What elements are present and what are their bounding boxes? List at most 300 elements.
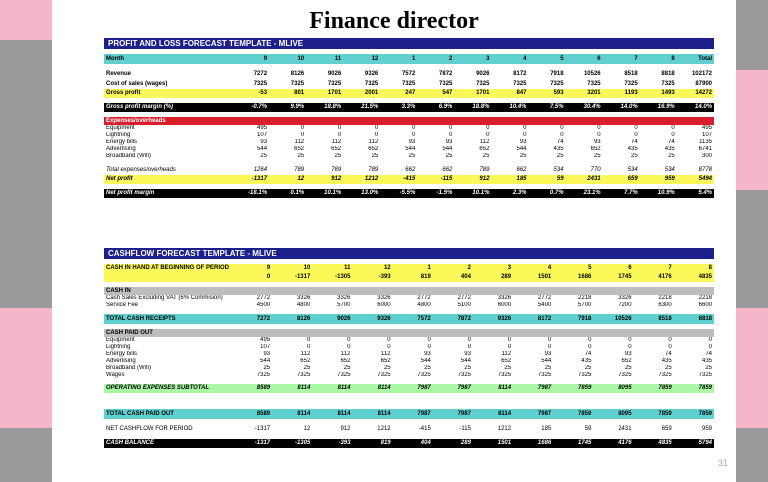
cell-value: 819 [352, 439, 392, 448]
cell-value: 1135 [699, 139, 712, 145]
cell-value: 544 [405, 146, 416, 152]
opex-subtotal-row [104, 384, 714, 393]
cell-value: 0 [411, 132, 416, 138]
cash-out-header: CASH PAID OUT [104, 329, 714, 337]
cell-value: 107 [260, 344, 271, 350]
cell-value: 7987 [513, 409, 553, 419]
cell-value: 5700 [578, 302, 592, 308]
cell-value: 9 [232, 54, 269, 64]
cell-value: -1317 [232, 175, 269, 184]
cell-value: 112 [479, 139, 490, 145]
line-item-row [104, 139, 714, 146]
cell-value: 544 [516, 146, 527, 152]
cell-value: -1317 [272, 273, 312, 282]
cell-value: 7325 [401, 80, 416, 87]
cell-value: 10 [269, 54, 306, 64]
cell-value: 25 [371, 153, 379, 159]
row-label: Advertising [106, 358, 136, 364]
cell-value: 3 [454, 54, 491, 64]
cash-begin-label: CASH IN HAND AT BEGINNING OF PERIOD [104, 264, 232, 273]
cell-value: 25 [424, 365, 431, 371]
cell-value: -1.5% [417, 189, 454, 198]
pl-table [104, 49, 714, 198]
pink-accent-bottom-right [736, 308, 768, 428]
row-label: Equipment [106, 337, 135, 343]
cell-value: 0 [411, 125, 416, 131]
cell-value: 789 [368, 166, 379, 173]
cell-value: 14.0% [677, 103, 714, 112]
cell-value: 7325 [476, 80, 490, 87]
cell-value: 8114 [473, 409, 513, 419]
cell-value: 1493 [640, 89, 677, 98]
cell-value: -393 [352, 273, 392, 282]
cell-value: 1501 [473, 439, 513, 448]
cell-value: -1317 [232, 439, 272, 448]
cell-value: 4800 [417, 302, 431, 308]
cell-value: 0 [467, 337, 471, 343]
cell-value: 7272 [253, 70, 268, 77]
cell-value: 0 [668, 337, 672, 343]
cell-value: 247 [380, 89, 417, 98]
cell-value: 112 [368, 139, 379, 145]
revenue-row [104, 69, 714, 79]
cell-value: 112 [501, 351, 512, 357]
cell-value: 435 [664, 146, 675, 152]
cell-value: 8818 [674, 314, 714, 324]
row-label: CASH BALANCE [104, 439, 232, 448]
cell-value: 12 [303, 425, 311, 432]
cell-value: 102172 [691, 70, 712, 77]
cash-in-rows [104, 295, 714, 309]
cell-value: 0 [671, 132, 675, 138]
cash-balance-row [104, 439, 714, 448]
cell-value: 3326 [337, 295, 351, 301]
row-label: Month [104, 54, 232, 64]
cell-value: 7325 [587, 80, 601, 87]
pink-accent-bottom-left [0, 308, 52, 428]
cell-value: 819 [393, 273, 433, 282]
cell-value: 2772 [256, 295, 271, 301]
cell-value: 16.9% [640, 103, 677, 112]
cell-value: 652 [340, 358, 351, 364]
cell-value: 7987 [433, 409, 473, 419]
row-label: Energy bills [106, 351, 138, 357]
cell-value: 8126 [272, 314, 312, 324]
cell-value: 0 [588, 344, 592, 350]
cell-value: 25 [624, 365, 632, 371]
cell-value: 8114 [473, 384, 513, 393]
cell-value: 5100 [457, 302, 471, 308]
line-item-row [104, 146, 714, 153]
cell-value: 659 [603, 175, 640, 184]
cell-value: 7325 [290, 80, 305, 87]
month-row [104, 54, 714, 64]
cf-header: CASHFLOW FORECAST TEMPLATE - MLIVE [104, 248, 714, 259]
cell-value: 5494 [677, 175, 714, 184]
cell-value: 652 [331, 146, 342, 152]
cell-value: 544 [260, 358, 271, 364]
cell-value: 8114 [272, 409, 312, 419]
cell-value: 6000 [497, 302, 512, 308]
cell-value: 7325 [337, 372, 351, 378]
cell-value: 7325 [550, 80, 564, 87]
cell-value: 7859 [674, 384, 714, 393]
cell-value: 5794 [674, 439, 714, 448]
cell-value: 544 [257, 146, 268, 152]
cell-value: 25 [593, 153, 601, 159]
row-label: Broadband (Wifi) [106, 153, 152, 159]
cell-value: 7 [603, 54, 640, 64]
line-item-row [104, 358, 714, 365]
pl-header: PROFIT AND LOSS FORECAST TEMPLATE - MLIVE [104, 38, 714, 49]
cell-value: 0 [306, 344, 311, 350]
cell-value: 12 [343, 54, 380, 64]
cell-value: 0 [708, 344, 712, 350]
cell-value: 6000 [377, 302, 391, 308]
cell-value: 4835 [634, 439, 674, 448]
cell-value: 7918 [553, 314, 593, 324]
cell-value: 93 [519, 139, 527, 145]
cell-month: 12 [352, 264, 392, 273]
cell-value: 12 [269, 175, 306, 184]
cell-value: 8114 [352, 409, 392, 419]
cell-value: 112 [331, 139, 342, 145]
pink-accent-top-left [0, 0, 52, 40]
cell-value: 7325 [658, 372, 672, 378]
cell-value: 8114 [352, 384, 392, 393]
cell-value: 9326 [352, 314, 392, 324]
cell-value: 2 [417, 54, 454, 64]
cell-value: 0 [300, 132, 305, 138]
cell-value: 87900 [695, 80, 712, 87]
cell-value: 2431 [618, 425, 632, 432]
line-item-row [104, 153, 714, 160]
cell-value: 435 [627, 146, 638, 152]
cell-value: 0 [597, 125, 601, 131]
cell-value: 2431 [566, 175, 603, 184]
row-label: Revenue [106, 70, 132, 77]
cell-value: 112 [381, 351, 391, 357]
cell-value: 0 [467, 344, 471, 350]
cell-value: 4800 [296, 302, 311, 308]
cell-value: 0 [634, 125, 638, 131]
cell-month: 7 [634, 264, 674, 273]
cell-value: 435 [701, 358, 712, 364]
cell-value: 7987 [393, 384, 433, 393]
cell-value: 404 [433, 273, 473, 282]
cell-value: 1501 [513, 273, 553, 282]
cell-value: 534 [553, 166, 564, 173]
cell-value: 8589 [232, 384, 272, 393]
cell-value: 4 [491, 54, 528, 64]
expense-rows [104, 125, 714, 160]
gross-profit-row [104, 89, 714, 98]
cell-value: 59 [529, 175, 566, 184]
cell-value: 0 [547, 344, 552, 350]
cell-value: 652 [380, 358, 391, 364]
cell-value: 107 [257, 132, 268, 138]
cell-value: -53 [232, 89, 269, 98]
cell-value: 7325 [497, 372, 512, 378]
cell-value: -1305 [312, 273, 352, 282]
cell-value: 770 [590, 166, 601, 173]
cell-value: 2772 [537, 295, 552, 301]
cell-value: -1305 [272, 439, 312, 448]
cell-value: 7325 [377, 372, 391, 378]
cell-value: 7325 [624, 80, 638, 87]
cell-value: 534 [627, 166, 638, 173]
cell-value: 3326 [497, 295, 512, 301]
cell-value: 7918 [550, 70, 564, 77]
cell-value: 593 [529, 89, 566, 98]
cell-value: 652 [621, 358, 632, 364]
cell-value: 652 [479, 146, 490, 152]
cell-value: 1193 [603, 89, 640, 98]
cell-month: 4 [513, 264, 553, 273]
cell-value: 8114 [312, 409, 352, 419]
cell-month: 8 [674, 264, 714, 273]
cell-value: 0 [337, 125, 342, 131]
cell-value: 1686 [513, 439, 553, 448]
total-expenses-row [104, 165, 714, 175]
cell-value: 789 [294, 166, 305, 173]
cell-value: 14272 [677, 89, 714, 98]
cell-value: 25 [544, 365, 552, 371]
cell-value: 25 [445, 153, 453, 159]
cell-value: 7272 [232, 314, 272, 324]
cell-value: 25 [383, 365, 391, 371]
cell-value: 7200 [618, 302, 632, 308]
cell-value: 1212 [497, 425, 512, 432]
cell-value: 789 [479, 166, 490, 173]
cell-value: 2218 [698, 295, 712, 301]
cell-value: -115 [459, 425, 471, 432]
cell-value: 112 [294, 139, 305, 145]
cell-value: 74 [705, 351, 712, 357]
cell-value: 0.1% [269, 189, 306, 198]
cell-value: 0 [597, 132, 601, 138]
cell-value: -115 [417, 175, 454, 184]
cell-value: 1212 [343, 175, 380, 184]
cell-value: 7859 [553, 384, 593, 393]
cell-value: 25 [584, 365, 592, 371]
cell-value: 14.0% [603, 103, 640, 112]
cell-value: 25 [303, 365, 311, 371]
cell-value: 289 [473, 273, 513, 282]
cell-value: 662 [516, 166, 527, 173]
row-label: Service Fee [106, 302, 139, 308]
line-item-row [104, 351, 714, 358]
net-profit-row [104, 175, 714, 184]
cf-table-section [104, 248, 714, 448]
cell-value: -415 [380, 175, 417, 184]
cell-value: 7572 [401, 70, 416, 77]
net-cashflow-row [104, 424, 714, 434]
cell-value: 6741 [698, 146, 712, 152]
cell-value: 0 [347, 344, 351, 350]
cell-value: 2772 [417, 295, 431, 301]
cell-value: 30.4% [566, 103, 603, 112]
cell-value: 25 [297, 153, 305, 159]
cell-value: 0 [708, 337, 712, 343]
cell-value: 25 [705, 365, 712, 371]
cell-value: 547 [417, 89, 454, 98]
cell-value: 7.5% [529, 103, 566, 112]
cell-month: 11 [312, 264, 352, 273]
cell-month: 5 [553, 264, 593, 273]
cell-value: 0 [427, 344, 431, 350]
cell-value: -5.5% [380, 189, 417, 198]
cell-value: 7325 [364, 80, 379, 87]
cell-value: 1212 [377, 425, 391, 432]
line-item-row [104, 125, 714, 132]
cell-value: 7987 [513, 384, 553, 393]
cell-value: 495 [260, 337, 271, 343]
cell-value: 0 [507, 337, 512, 343]
cell-value: 652 [590, 146, 601, 152]
cell-value: 5 [529, 54, 566, 64]
cell-value: 0 [387, 344, 391, 350]
cell-value: 662 [442, 166, 453, 173]
cell-value: 25 [519, 153, 527, 159]
cell-value: 93 [464, 351, 471, 357]
cell-value: 0 [628, 337, 632, 343]
line-item-row [104, 295, 714, 302]
cell-value: 7325 [296, 372, 311, 378]
cell-value: 21.5% [343, 103, 380, 112]
cell-value: 8518 [634, 314, 674, 324]
cash-begin-months-row [104, 264, 714, 273]
cell-value: 7859 [674, 409, 714, 419]
cell-value: 0 [547, 337, 552, 343]
row-label: TOTAL CASH RECEIPTS [104, 314, 232, 324]
cell-value: 8095 [593, 384, 633, 393]
cell-value: 652 [501, 358, 512, 364]
cell-value: 0 [671, 125, 675, 131]
cell-value: 959 [640, 175, 677, 184]
cell-value: 93 [593, 139, 601, 145]
cell-value: 544 [420, 358, 431, 364]
cell-value: 9026 [476, 70, 490, 77]
cell-value: 7325 [417, 372, 431, 378]
slide-title: Finance director [309, 8, 479, 34]
cash-in-header: CASH IN [104, 287, 714, 295]
row-label: OPERATING EXPENSES SUBTOTAL [104, 384, 232, 393]
cell-value: 25 [343, 365, 351, 371]
cell-value: 7325 [618, 372, 632, 378]
row-label: Broadband (Wifi) [106, 365, 152, 371]
cell-value: 9.9% [269, 103, 306, 112]
cell-value: 0 [634, 132, 638, 138]
cell-value: 0.7% [529, 189, 566, 198]
cell-value: 8518 [624, 70, 638, 77]
cell-value: 662 [405, 166, 416, 173]
cell-value: 652 [300, 358, 311, 364]
cell-value: 0 [523, 125, 527, 131]
cell-value: 2218 [578, 295, 592, 301]
cell-value: 2218 [658, 295, 672, 301]
cell-value: 7872 [433, 314, 473, 324]
cell-value: -393 [312, 439, 352, 448]
total-paid-out-row [104, 409, 714, 419]
cell-month: 3 [473, 264, 513, 273]
cell-value: -0.7% [232, 103, 269, 112]
cell-value: 4176 [593, 439, 633, 448]
cell-value: 7325 [513, 80, 527, 87]
cost-of-sales-row [104, 79, 714, 89]
cell-value: 0 [232, 273, 272, 282]
cell-value: 8 [640, 54, 677, 64]
cell-value: 7572 [393, 314, 433, 324]
pink-accent-top-right [736, 70, 768, 190]
expenses-header: Expenses/overheads [104, 117, 714, 125]
cell-value: 25 [464, 365, 471, 371]
line-item-row [104, 337, 714, 344]
cash-out-rows [104, 337, 714, 379]
cell-value: 534 [664, 166, 675, 173]
cell-value: 7325 [457, 372, 471, 378]
cell-value: 0 [588, 337, 592, 343]
cell-value: 0 [486, 125, 490, 131]
row-label: Wages [106, 372, 125, 378]
cell-value: 7859 [634, 409, 674, 419]
cell-month: 2 [433, 264, 473, 273]
cell-value: 8778 [698, 166, 712, 173]
cell-value: 435 [581, 358, 592, 364]
line-item-row [104, 132, 714, 139]
cell-value: 10526 [593, 314, 633, 324]
cell-value: 25 [334, 153, 342, 159]
cell-value: 13.0% [343, 189, 380, 198]
cell-value: 8172 [513, 314, 553, 324]
cell-value: 7325 [256, 372, 271, 378]
cell-value: 6.9% [417, 103, 454, 112]
cell-value: 4835 [674, 273, 714, 282]
cell-value: 9026 [327, 70, 342, 77]
slide [52, 0, 736, 482]
cell-value: 2.3% [491, 189, 528, 198]
cell-value: 7987 [433, 384, 473, 393]
cell-value: 0 [523, 132, 527, 138]
cell-value: 801 [269, 89, 306, 98]
cell-value: 25 [260, 153, 268, 159]
cell-value: 0 [507, 344, 512, 350]
cell-value: 0 [300, 125, 305, 131]
row-label: Gross profit margin (%) [104, 103, 232, 112]
cell-value: 300 [701, 153, 712, 159]
cell-value: 185 [491, 175, 528, 184]
cell-value: 25 [504, 365, 512, 371]
cell-value: 0 [560, 125, 564, 131]
cell-value: 847 [491, 89, 528, 98]
cell-value: 4176 [634, 273, 674, 282]
cell-month: 1 [393, 264, 433, 273]
cell-value: 0 [668, 344, 672, 350]
cash-begin-values-row [104, 273, 714, 282]
cell-value: 10526 [583, 70, 601, 77]
cell-value: 185 [541, 425, 552, 432]
cell-value: 289 [433, 439, 473, 448]
cell-value: 3326 [618, 295, 632, 301]
cell-value: 652 [368, 146, 379, 152]
cell-value: 25 [668, 153, 675, 159]
cell-value: 3201 [566, 89, 603, 98]
cell-value: 912 [340, 425, 351, 432]
cell-value: 7.7% [603, 189, 640, 198]
cell-value: 7859 [634, 384, 674, 393]
cell-value: 7325 [698, 372, 712, 378]
row-label: Equipment [106, 125, 135, 131]
